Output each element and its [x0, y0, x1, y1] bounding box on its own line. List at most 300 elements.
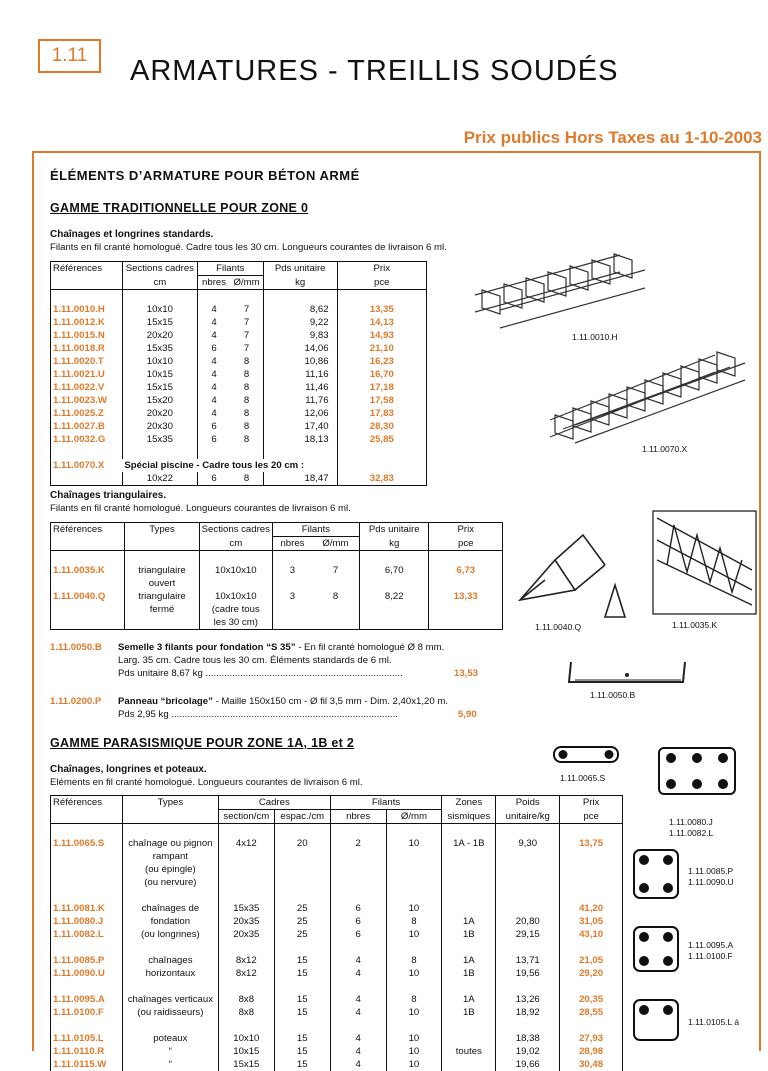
cell-poids	[496, 876, 560, 889]
cell-section	[218, 863, 274, 876]
cell-section: 20x20	[122, 407, 197, 420]
cell-section: 15x35	[122, 433, 197, 446]
cell-diam: 8	[243, 368, 250, 380]
cell-diam: 7	[243, 342, 250, 354]
cell-zone: 1B	[442, 967, 496, 980]
cell-ref: 1.11.0040.Q	[51, 590, 125, 603]
triangulaires-title: Chaînages triangulaires.	[50, 490, 167, 501]
cell-espac: 15	[274, 993, 330, 1006]
triangulaires-table	[50, 522, 503, 630]
cell-nbres	[330, 863, 386, 876]
th-diam: Ø/mm	[386, 810, 442, 824]
cell-type: fermé	[125, 603, 199, 616]
th-types: Types	[122, 796, 218, 810]
cell-nbres	[272, 603, 312, 616]
section-0105-illustration	[632, 998, 680, 1024]
cell-ref: 1.11.0025.Z	[51, 407, 123, 420]
cell-diam: 8	[243, 420, 250, 432]
th-ref: Références	[51, 262, 123, 276]
triangular-cage-illustration	[515, 525, 635, 620]
cell-ref: 1.11.0022.V	[51, 381, 123, 394]
cell-section	[199, 577, 272, 590]
section-0080-illustration	[657, 746, 737, 796]
section-0065-illustration	[552, 745, 622, 765]
cell-zone	[442, 850, 496, 863]
cell-nbres: 6	[330, 915, 386, 928]
cell-zone: 1A	[442, 993, 496, 1006]
cell-ref	[51, 863, 123, 876]
panneau-title: Panneau “bricolage”	[118, 696, 213, 707]
cell-prix	[560, 863, 623, 876]
cell-diam: 7	[243, 303, 250, 315]
th-nbres: nbres	[330, 810, 386, 824]
cell-ref	[51, 850, 123, 863]
cell-zone	[442, 1058, 496, 1071]
cell-espac: 25	[274, 928, 330, 941]
cell-section: 15x15	[218, 1058, 274, 1071]
cell-espac: 15	[274, 1045, 330, 1058]
cell-espac: 15	[274, 1032, 330, 1045]
cell-poids: 20,80	[496, 915, 560, 928]
cell-poids: 13,26	[496, 993, 560, 1006]
cell-prix: 28,55	[560, 1006, 623, 1019]
fig-caption-0082: 1.11.0082.L	[669, 828, 714, 838]
cell-nbres: 4	[330, 1058, 386, 1071]
cell-poids: 9,30	[496, 837, 560, 850]
th-prix-unit: pce	[429, 537, 503, 551]
cell-diam: 10	[386, 928, 442, 941]
cell-section: 10x22	[122, 472, 197, 486]
cell-diam: 8	[243, 355, 250, 367]
cell-nbres: 4	[330, 954, 386, 967]
cell-espac	[274, 876, 330, 889]
th-pce: pce	[560, 810, 623, 824]
cell-zone	[442, 1032, 496, 1045]
cell-section: 8x12	[218, 967, 274, 980]
cell-nbres: 2	[330, 837, 386, 850]
cell-zone	[442, 876, 496, 889]
cell-prix: 43,10	[560, 928, 623, 941]
cell-type: “	[122, 1045, 218, 1058]
cell-ref: 1.11.0070.X	[51, 459, 123, 472]
cell-ref: 1.11.0081.K	[51, 902, 123, 915]
cell-nbres: 3	[272, 590, 312, 603]
cell-poids: 9,83	[263, 329, 337, 342]
panneau-ref: 1.11.0200.P	[50, 696, 102, 707]
section-0095-illustration	[632, 925, 680, 973]
cell-prix: 14,13	[337, 316, 426, 329]
cell-espac	[274, 850, 330, 863]
cell-diam	[312, 577, 359, 590]
cell-ref: 1.11.0027.B	[51, 420, 123, 433]
cell-diam: 10	[386, 902, 442, 915]
cell-poids: 13,71	[496, 954, 560, 967]
cell-ref: 1.11.0035.K	[51, 564, 125, 577]
cell-ref: 1.11.0082.L	[51, 928, 123, 941]
th-cadres: Cadres	[218, 796, 330, 810]
parasismique-title: Chaînages, longrines et poteaux.	[50, 764, 207, 775]
cell-prix: 29,20	[560, 967, 623, 980]
th-sections: Sections cadres	[199, 523, 272, 537]
cell-poids: 14,06	[263, 342, 337, 355]
cell-ref: 1.11.0021.U	[51, 368, 123, 381]
cell-section: 15x15	[122, 316, 197, 329]
cell-nbres: 4	[330, 993, 386, 1006]
cell-espac: 20	[274, 837, 330, 850]
cell-zone: 1A	[442, 915, 496, 928]
cell-diam: 7	[243, 316, 250, 328]
cell-nbres: 4	[330, 967, 386, 980]
cell-diam: 8	[386, 954, 442, 967]
cell-poids: 11,76	[263, 394, 337, 407]
cell-poids: 18,38	[496, 1032, 560, 1045]
chainages-title: Chaînages et longrines standards.	[50, 229, 214, 240]
cell-nbres: 6	[330, 928, 386, 941]
th-zones: Zones	[442, 796, 496, 810]
table-row	[51, 616, 503, 630]
fig-caption-0035: 1.11.0035.K	[672, 620, 718, 630]
cell-prix: 21,05	[560, 954, 623, 967]
cell-section: 10x10x10	[199, 590, 272, 603]
cell-type	[125, 616, 199, 630]
table-row	[51, 1045, 623, 1058]
th-poids-unit: kg	[263, 276, 337, 290]
cell-diam: 8	[386, 993, 442, 1006]
cell-prix: 13,33	[429, 590, 503, 603]
chainages-table	[50, 261, 427, 486]
cell-zone: 1B	[442, 1006, 496, 1019]
cell-type: chaînages	[122, 954, 218, 967]
table-row	[51, 407, 427, 420]
cell-zone: 1A	[442, 954, 496, 967]
cell-ref	[51, 876, 123, 889]
table-row	[51, 420, 427, 433]
table-row	[51, 564, 503, 577]
th-filants: Filants	[330, 796, 442, 810]
cell-prix: 41,20	[560, 902, 623, 915]
cell-poids: 8,62	[263, 303, 337, 316]
cell-diam	[312, 616, 359, 630]
cell-type: rampant	[122, 850, 218, 863]
cell-prix: 17,18	[337, 381, 426, 394]
cell-ref	[51, 472, 123, 486]
cell-poids	[359, 616, 429, 630]
cell-prix	[429, 603, 503, 616]
fig-caption-0105: 1.11.0105.L à	[688, 1017, 740, 1027]
fig-caption-0010: 1.11.0010.H	[572, 332, 618, 342]
cell-prix: 27,93	[560, 1032, 623, 1045]
zone0-heading: GAMME TRADITIONNELLE POUR ZONE 0	[50, 201, 309, 215]
cell-poids: 12,06	[263, 407, 337, 420]
cell-poids: 17,40	[263, 420, 337, 433]
cell-prix: 16,23	[337, 355, 426, 368]
cell-diam	[386, 876, 442, 889]
cell-nbres: 4	[330, 1032, 386, 1045]
table-row	[51, 329, 427, 342]
cell-prix	[560, 850, 623, 863]
cell-ref	[51, 603, 125, 616]
fig-caption-0050: 1.11.0050.B	[590, 690, 636, 700]
th-prix: Prix	[429, 523, 503, 537]
cell-poids	[359, 603, 429, 616]
cell-section: 4x12	[218, 837, 274, 850]
cell-section: 8x8	[218, 1006, 274, 1019]
cell-espac: 25	[274, 915, 330, 928]
cell-diam	[386, 863, 442, 876]
cell-type: ouvert	[125, 577, 199, 590]
cell-nbres: 6	[330, 902, 386, 915]
fig-caption-0085: 1.11.0085.P	[688, 866, 734, 876]
cell-section: 10x15	[218, 1045, 274, 1058]
th-poids: Pds unitaire	[263, 262, 337, 276]
cell-prix: 21,10	[337, 342, 426, 355]
th-section: section/cm	[218, 810, 274, 824]
th-poids: Poids	[496, 796, 560, 810]
cell-diam: 7	[243, 329, 250, 341]
cell-type: (ou nervure)	[122, 876, 218, 889]
cell-section: (cadre tous	[199, 603, 272, 616]
th-nbres: nbres	[272, 537, 312, 551]
cell-type: (ou longrines)	[122, 928, 218, 941]
cell-type: chaînages de	[122, 902, 218, 915]
cell-prix: 31,05	[560, 915, 623, 928]
cell-section: 10x10x10	[199, 564, 272, 577]
cell-diam: 10	[386, 837, 442, 850]
cell-type: fondation	[122, 915, 218, 928]
table-row	[51, 316, 427, 329]
triangular-truss-illustration	[652, 510, 757, 615]
cell-ref: 1.11.0080.J	[51, 915, 123, 928]
cell-diam	[312, 603, 359, 616]
table-row	[51, 303, 427, 316]
cell-ref: 1.11.0105.L	[51, 1032, 123, 1045]
th-diam: Ø/mm	[230, 276, 263, 290]
cell-diam: 8	[243, 381, 250, 393]
panneau-line1	[118, 696, 448, 707]
cell-prix: 6,73	[429, 564, 503, 577]
cell-ref	[51, 616, 125, 630]
semelle-price: 13,53	[454, 668, 479, 679]
fig-caption-0040: 1.11.0040.Q	[535, 622, 582, 632]
table-row	[51, 355, 427, 368]
th-prix: Prix	[337, 262, 426, 276]
th-unitaire: unitaire/kg	[496, 810, 560, 824]
th-espac: espac./cm	[274, 810, 330, 824]
cell-prix: 14,93	[337, 329, 426, 342]
cell-nbres	[330, 850, 386, 863]
panneau-price: 5,90	[458, 709, 477, 720]
cell-poids	[496, 863, 560, 876]
table-row	[51, 1032, 623, 1045]
cage-illustration-0070	[545, 345, 755, 445]
cell-nbres: 4	[330, 1006, 386, 1019]
fig-caption-0080: 1.11.0080.J	[669, 817, 713, 827]
fig-caption-0100: 1.11.0100.F	[688, 951, 733, 961]
cell-type: horizontaux	[122, 967, 218, 980]
cell-prix: 13,75	[560, 837, 623, 850]
cell-poids	[359, 577, 429, 590]
table-row	[51, 590, 503, 603]
cell-prix: 32,83	[337, 472, 426, 486]
semelle-rest: - En fil cranté homologué Ø 8 mm.	[295, 642, 445, 653]
cell-section: 10x10	[122, 355, 197, 368]
cell-diam: 8	[230, 472, 263, 486]
table-row	[51, 902, 623, 915]
cell-ref: 1.11.0018.R	[51, 342, 123, 355]
cell-espac: 25	[274, 902, 330, 915]
table-row	[51, 967, 623, 980]
table-row	[51, 863, 623, 876]
semelle-line2: Larg. 35 cm. Cadre tous les 30 cm. Éléments standards de 6 ml.	[118, 655, 392, 666]
cell-ref: 1.11.0020.T	[51, 355, 123, 368]
fig-caption-0095: 1.11.0095.A	[688, 940, 734, 950]
cell-poids: 8,22	[359, 590, 429, 603]
cell-espac: 15	[274, 1006, 330, 1019]
cell-poids: 9,22	[263, 316, 337, 329]
cell-diam: 10	[386, 1058, 442, 1071]
cell-zone: 1A - 1B	[442, 837, 496, 850]
cell-espac: 15	[274, 954, 330, 967]
cell-section: 8x8	[218, 993, 274, 1006]
cell-ref: 1.11.0100.F	[51, 1006, 123, 1019]
cell-prix: 20,35	[560, 993, 623, 1006]
cell-prix: 28,98	[560, 1045, 623, 1058]
cell-nbres	[330, 876, 386, 889]
cell-zone	[442, 902, 496, 915]
th-sections-unit: cm	[122, 276, 197, 290]
cell-ref: 1.11.0015.N	[51, 329, 123, 342]
cell-poids	[496, 850, 560, 863]
cell-type: (ou raidisseurs)	[122, 1006, 218, 1019]
cell-diam: 8	[243, 433, 250, 445]
cell-prix: 28,30	[337, 420, 426, 433]
fig-caption-0090: 1.11.0090.U	[688, 877, 734, 887]
triangulaires-desc: Filants en fil cranté homologué. Longueurs courantes de livraison 6 ml.	[50, 503, 351, 514]
cell-type: chaînage ou pignon	[122, 837, 218, 850]
cell-diam: 8	[332, 590, 339, 602]
th-filants: Filants	[272, 523, 359, 537]
th-diam: Ø/mm	[312, 537, 359, 551]
cell-zone: toutes	[442, 1045, 496, 1058]
cell-prix	[560, 876, 623, 889]
cage-illustration-0010	[470, 250, 660, 340]
th-types: Types	[125, 523, 199, 537]
cell-prix: 30,48	[560, 1058, 623, 1071]
cell-poids: 19,56	[496, 967, 560, 980]
panneau-line2: Pds 2,95 kg .....................................................................................	[118, 709, 398, 720]
cell-prix: 13,35	[337, 303, 426, 316]
cell-section: 8x12	[218, 954, 274, 967]
parasismique-heading: GAMME PARASISMIQUE POUR ZONE 1A, 1B et 2	[50, 736, 355, 750]
cell-nbres: 4	[197, 303, 230, 316]
table-row	[51, 342, 427, 355]
table-row	[51, 1058, 623, 1071]
cell-prix	[429, 577, 503, 590]
cell-poids	[496, 902, 560, 915]
th-filants: Filants	[197, 262, 263, 276]
cell-ref: 1.11.0110.R	[51, 1045, 123, 1058]
cell-ref: 1.11.0023.W	[51, 394, 123, 407]
th-sismiques: sismiques	[442, 810, 496, 824]
th-sections-unit: cm	[199, 537, 272, 551]
cell-ref: 1.11.0065.S	[51, 837, 123, 850]
page-title: ARMATURES - TREILLIS SOUDÉS	[130, 55, 619, 87]
cell-nbres: 4	[197, 329, 230, 342]
semelle-illustration	[565, 660, 690, 690]
cell-section: 10x10	[218, 1032, 274, 1045]
cell-diam: 8	[386, 915, 442, 928]
cell-section: 10x10	[122, 303, 197, 316]
cell-poids: 18,92	[496, 1006, 560, 1019]
cell-prix: 16,70	[337, 368, 426, 381]
table-row	[51, 915, 623, 928]
table-row	[51, 368, 427, 381]
fig-caption-0065: 1.11.0065.S	[560, 773, 606, 783]
cell-section	[218, 876, 274, 889]
cell-section: 15x20	[122, 394, 197, 407]
cell-diam: 10	[386, 967, 442, 980]
parasismique-table	[50, 795, 623, 1071]
table-row	[51, 472, 427, 486]
cell-zone: 1B	[442, 928, 496, 941]
main-heading: ÉLÉMENTS D’ARMATURE POUR BÉTON ARMÉ	[50, 168, 360, 183]
cell-ref: 1.11.0095.A	[51, 993, 123, 1006]
cell-diam: 10	[386, 1006, 442, 1019]
cell-ref: 1.11.0085.P	[51, 954, 123, 967]
cell-nbres: 4	[197, 355, 230, 368]
cell-section: 10x15	[122, 368, 197, 381]
semelle-line1	[118, 642, 444, 653]
cell-ref: 1.11.0090.U	[51, 967, 123, 980]
cell-type: poteaux	[122, 1032, 218, 1045]
cell-section: 15x35	[218, 902, 274, 915]
table-row	[51, 394, 427, 407]
cell-section: 20x35	[218, 915, 274, 928]
cell-diam	[386, 850, 442, 863]
cell-poids: 19,66	[496, 1058, 560, 1071]
th-prix: Prix	[560, 796, 623, 810]
cell-nbres: 4	[330, 1045, 386, 1058]
table-row	[51, 603, 503, 616]
cell-prix: 17,83	[337, 407, 426, 420]
cell-diam: 7	[332, 564, 339, 576]
fig-caption-0070: 1.11.0070.X	[642, 444, 688, 454]
table-row	[51, 993, 623, 1006]
cell-espac	[274, 863, 330, 876]
th-ref: Références	[51, 523, 125, 537]
table-row	[51, 577, 503, 590]
cell-poids: 18,47	[263, 472, 337, 486]
special-label-row	[51, 459, 427, 472]
cell-section: 20x20	[122, 329, 197, 342]
cell-section: 20x35	[218, 928, 274, 941]
cell-nbres: 6	[197, 420, 230, 433]
th-poids: Pds unitaire	[359, 523, 429, 537]
cell-section: 15x35	[122, 342, 197, 355]
cell-nbres: 6	[197, 433, 230, 446]
section-number-badge: 1.11	[38, 39, 101, 73]
cell-type: triangulaire	[125, 564, 199, 577]
table-row	[51, 876, 623, 889]
cell-section: les 30 cm)	[199, 616, 272, 630]
cell-zone	[442, 863, 496, 876]
cell-ref: 1.11.0012.K	[51, 316, 123, 329]
table-row	[51, 381, 427, 394]
cell-prix: 25,85	[337, 433, 426, 446]
th-ref: Références	[51, 796, 123, 810]
th-prix-unit: pce	[337, 276, 426, 290]
table-row	[51, 1006, 623, 1019]
